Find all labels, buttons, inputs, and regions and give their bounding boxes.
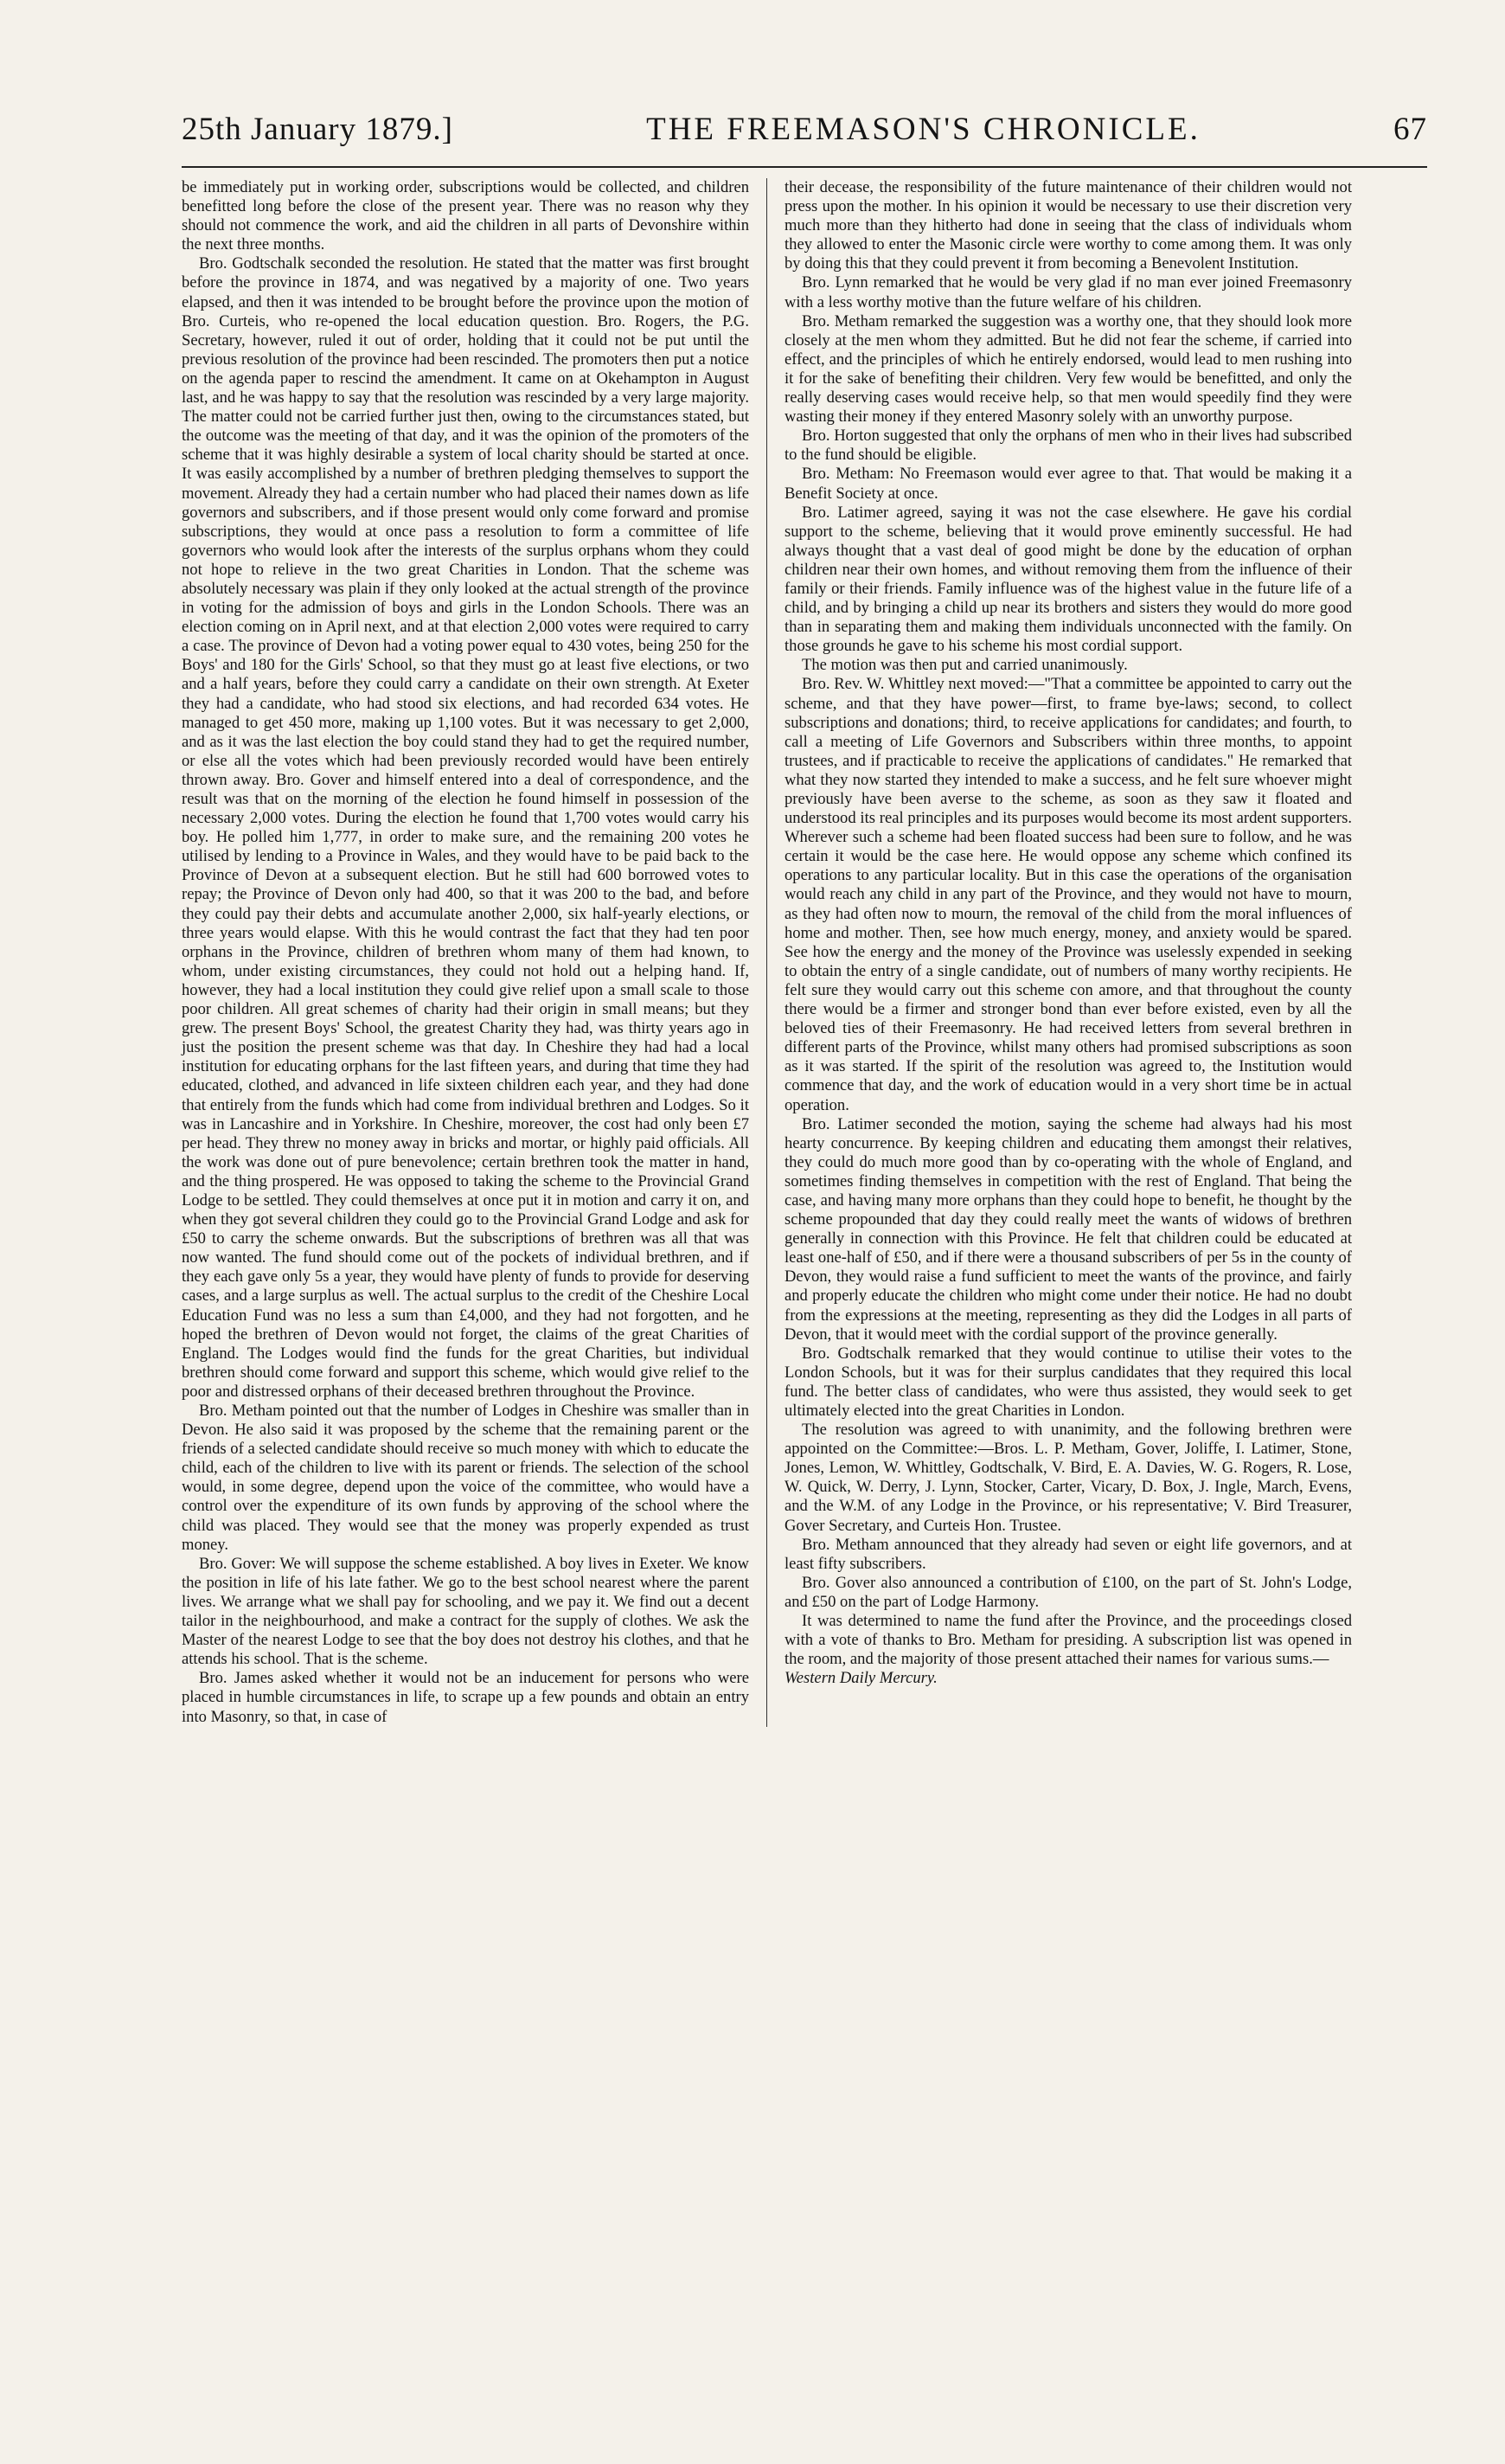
issue-date: 25th January 1879.] [182,112,453,147]
masthead [182,111,1427,163]
paragraph: Bro. Godtschalk seconded the resolution. He stated that the matter was first brought before the province in 1874, and was negatived by a majority of one. Two years elapsed, and then it was intended to be brought before the province upon the motion of Bro. Curteis, who re-opened the local education question. Bro. Rogers, the P.G. Secretary, however, ruled it out of order, holding that it could not be put until the previous resolution of the province had been rescinded. The promoters then put a notice on the agenda paper to rescind the amendment. It came on at Okehampton in August last, and he was happy to say that the resolution was rescinded by a very large majority. The matter could not be carried further just then, owing to the circumstances stated, but the outcome was the meeting of that day, and it was the opinion of the promoters of the scheme that it was highly desirable a system of local charity should be started at once. It was easily accomplished by a number of brethren pledging themselves to support the movement. Already they had a certain number who had placed their names down as life governors and subscribers, and if those present would only come forward and promise subscriptions, they would at once pass a resolution to form a committee of life governors who would look after the interests of the surplus orphans whom they could not hope to relieve in the two great Charities in London. That the scheme was absolutely necessary was plain if they only looked at the actual strength of the province in voting for the admission of boys and girls in the London Schools. There was an election coming on in April next, and at that election 2,000 votes were required to carry a case. The province of Devon had a voting power equal to 430 votes, being 250 for the Boys' and 180 for the Girls' School, so that they must go at least five elections, or two and a half years, before they could carry a candidate on their own strength. At Exeter they had a candidate, who had stood six elections, and had recorded 634 votes. He managed to get 450 more, making up 1,100 votes. But it was necessary to get 2,000, and as it was the last election the boy could stand they had to get the required number, or else all the votes which had been previously recorded would have been entirely thrown away. Bro. Gover and himself entered into a deal of correspondence, and the result was that on the morning of the election he found himself in possession of the necessary 2,000 votes. During the election he found that 1,700 votes would carry his boy. He polled him 1,777, in order to make sure, and the remaining 200 votes he utilised by lending to a Province in Wales, and they would have to be paid back to the Province of Devon at a subsequent election. But he still had 600 borrowed votes to repay; the Province of Devon only had 400, so that it was 200 to the bad, and before they could pay their debts and accumulate another 2,000, six half-yearly elections, or three years would elapse. With this he would contrast the fact that they had ten poor orphans in the Province, children of brethren whom many of them had known, to whom, under existing circumstances, they could not hold out a helping hand. If, however, they had a local institution they could give relief upon a small scale to those poor children. All great schemes of charity had their origin in small means; but they grew. The present Boys' School, the greatest Charity they had, was thirty years ago in just the position the present scheme was that day. In Cheshire they had had a local institution for educating orphans for the last fifteen years, and during that time they had educated, clothed, and advanced in life sixteen children each year, and they had done that entirely from the funds which had come from individual brethren and Lodges. So it was in Lancashire and in Yorkshire. In Cheshire, moreover, the cost had only been £7 per head. They threw no money away in bricks and mortar, or highly paid officials. All the work was done out of pure benevolence; certain brethren took the matter in hand, and the thing prospered. He was opposed to taking the scheme to the Provincial Grand Lodge to be settled. They could themselves at once put it in motion and carry it on, and when they got several children they could go to the Provincial Grand Lodge and ask for £50 to carry the scheme onwards. But the subscriptions of brethren was all that was now wanted. The fund should come out of the pockets of individual brethren, and if they each gave only 5s a year, they would have plenty of funds to provide for deserving cases, and a large surplus as well. The actual surplus to the credit of the Cheshire Local Education Fund was no less a sum than £4,000, and they had not forgotten, and he hoped the brethren of Devon would not forget, the claims of the great Charities of England. The Lodges would find the funds for the great Charities, but individual brethren should come forward and support this scheme, which would give relief to the poor and distressed orphans of their deceased brethren throughout the Province. [182,254,749,1401]
page-number: 67 [1393,112,1427,147]
paragraph: Bro. Gover also announced a contribution of £100, on the part of St. John's Lodge, and £50 on the part of Lodge Harmony. [785,1573,1352,1611]
paragraph: Bro. Latimer seconded the motion, saying the scheme had always had his most hearty concurrence. By keeping children and educating them amongst their relatives, they could do much more good than by co-operating with the whole of England, and sometimes finding themselves in competition with the rest of England. That being the case, and having many more orphans than they could hope to benefit, he thought by the scheme propounded that day they could really meet the wants of widows of brethren generally in connection with this Province. He felt that children could be educated at least one-half of £50, and if there were a thousand subscribers of per 5s in the county of Devon, they would raise a fund sufficient to meet the wants of the province, and fairly and properly educate the children who might come under their notice. He had no doubt from the expressions at the meeting, representing as they did the Lodges in all parts of Devon, that it would meet with the cordial support of the province generally. [785,1114,1352,1344]
paragraph: Bro. Gover: We will suppose the scheme established. A boy lives in Exeter. We know the position in life of his late father. We go to the best school nearest where the parent lives. We arrange what we shall pay for schooling, and we pay it. We find out a decent tailor in the neighbourhood, and make a contract for the supply of clothes. We ask the Master of the nearest Lodge to see that the boy does not destroy his clothes, and that he attends his school. That is the scheme. [182,1554,749,1669]
paragraph: Bro. Rev. W. Whittley next moved:—"That a committee be appointed to carry out the scheme, and that they have power—first, to frame bye-laws; second, to collect subscriptions and donations; third, to receive applications for candidates; and fourth, to call a meeting of Life Governors and Subscribers within three months, to appoint trustees, and if practicable to receive the applications of candidates." He remarked that what they now started they intended to make a success, and he felt sure whoever might previously have been averse to the scheme, as soon as they saw it floated and understood its real principles and its purposes would become its most ardent supporters. Wherever such a scheme had been floated success had been sure to follow, and he was certain it would be the case here. He would oppose any scheme which confined its operations to any particular locality. But in this case the operations of the organisation would reach any child in any part of the Province, and they would not have to mourn, as they had often now to mourn, the removal of the child from the moral influences of home and mother. Then, see how much energy, money, and anxiety would be spared. See how the energy and the money of the Province was uselessly expended in seeking to obtain the entry of a single candidate, out of numbers of many worthy recipients. He felt sure they would carry out this scheme con amore, and that throughout the county there would be a firmer and stronger bond than ever before existed, even by all the beloved ties of their Freemasonry. He had received letters from several brethren in different parts of the Province, whilst many others had promised subscriptions as soon as it was started. If the spirit of the resolution was agreed to, the Institution would commence that day, and the work of education would in a very short time be in actual operation. [785,675,1353,1114]
paragraph: The motion was then put and carried unanimously. [802,656,1128,675]
right-column [766,178,1352,1727]
paragraph: Bro. Metham: No Freemason would ever agree to that. That would be making it a Benefit Society at once. [785,465,1352,503]
paragraph: their decease, the responsibility of the future maintenance of their children would not press upon the mother. In his opinion it would be necessary to use their discretion very much more than they hitherto had done in seeing that the class of individuals whom they allowed to enter the Masonic circle were worthy to come among them. It was only by doing this that they could prevent it from becoming a Benevolent Institution. [785,178,1352,273]
header-rule [182,166,1427,168]
paragraph: Bro. Metham announced that they already had seven or eight life governors, and at least fifty subscribers. [785,1535,1352,1573]
paragraph: Bro. Lynn remarked that he would be very glad if no man ever joined Freemasonry with a less worthy motive than the future welfare of his children. [785,273,1352,311]
source-signature: Western Daily Mercury. [785,1669,938,1688]
paragraph: be immediately put in working order, subscriptions would be collected, and children benefitted long before the close of the present year. There was no reason why they should not commence the work, and aid the children in all parts of Devonshire within the next three months. [182,178,749,254]
paragraph: Bro. Metham remarked the suggestion was a worthy one, that they should look more closely at the men whom they admitted. But he did not fear the scheme, if carried into effect, and the principles of which he entirely endorsed, would lead to men rushing into it for the sake of benefiting their children. Very few would be benefitted, and only the really deserving cases would receive help, so that men would speedily find they were wasting their money if they entered Masonry solely with an unworthy purpose. [785,311,1352,427]
article-columns [182,178,1427,1727]
paragraph: Bro. James asked whether it would not be an inducement for persons who were placed in humble circumstances in life, to scrape up a few pounds and obtain an entry into Masonry, so that, in case of [182,1669,749,1726]
paragraph: Bro. Godtschalk remarked that they would continue to utilise their votes to the London Schools, but it was for their surplus candidates that they required this local fund. The better class of candidates, who were thus assisted, they would seek to get ultimately elected into the great Charities in London. [785,1344,1352,1420]
paragraph: Bro. Horton suggested that only the orphans of men who in their lives had subscribed to the fund should be eligible. [785,427,1352,465]
paragraph: It was determined to name the fund after the Province, and the proceedings closed with a vote of thanks to Bro. Metham for presiding. A subscription list was opened in the room, and the majority of those present attached their names for various sums.— [785,1612,1352,1669]
left-column [182,178,766,1727]
paragraph: Bro. Metham pointed out that the number of Lodges in Cheshire was smaller than in Devon. He also said it was proposed by the scheme that the remaining parent or the friends of a selected candidate should receive so much money with which to educate the child, each of the children to live with its parent or friends. The selection of the school would, in some degree, depend upon the voice of the committee, who would have a control over the expenditure of its own funds by approving of the school where the child was placed. They would see that the money was properly expended as trust money. [182,1402,749,1554]
publication-title: THE FREEMASON'S CHRONICLE. [646,112,1201,147]
paragraph: Bro. Latimer agreed, saying it was not the case elsewhere. He gave his cordial support to the scheme, believing that it would prove eminently successful. He had always thought that a vast deal of good might be done by the education of orphan children near their own homes, and without removing them from the influence of their family or their friends. Family influence was of the highest value in the future life of a child, and by bringing a child up near its brothers and sisters they would do more good than in separating them and making them individuals unconnected with the family. On those grounds he gave to his scheme his most cordial support. [785,503,1352,656]
paragraph: The resolution was agreed to with unanimity, and the following brethren were appointed on the Committee:—Bros. L. P. Metham, Gover, Joliffe, I. Latimer, Stone, Jones, Lemon, W. Whittley, Godtschalk, V. Bird, E. A. Davies, W. G. Rogers, R. Lose, W. Quick, W. Derry, J. Lynn, Stocker, Carter, Vicary, D. Box, J. Ingle, March, Evens, and the W.M. of any Lodge in the Province, or his representative; V. Bird Treasurer, Gover Secretary, and Curteis Hon. Trustee. [785,1421,1352,1535]
